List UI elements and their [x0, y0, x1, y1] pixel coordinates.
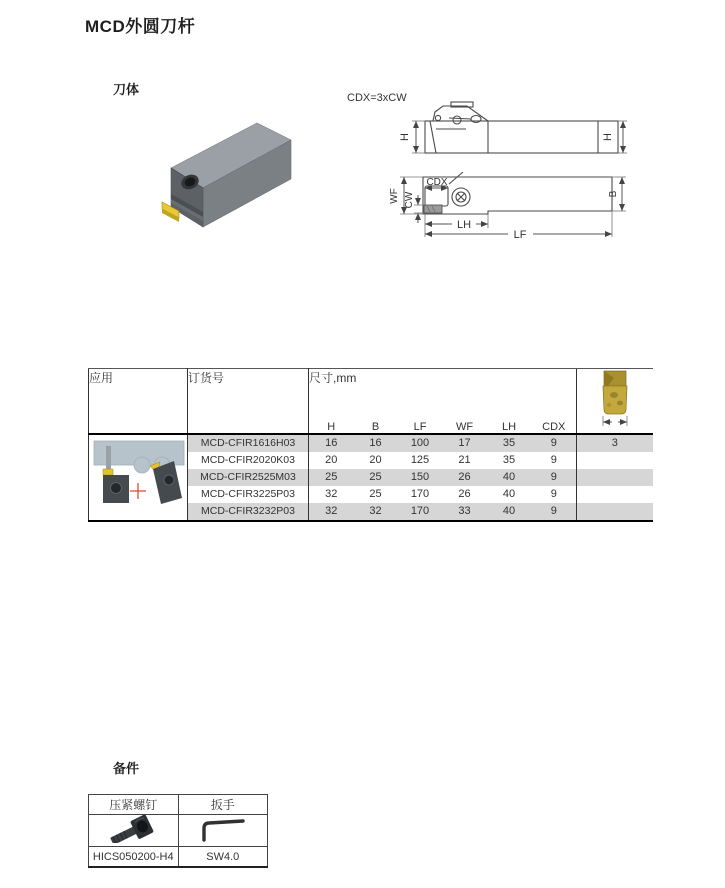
value-cw: [577, 503, 653, 521]
dim-lh: LH: [456, 219, 472, 231]
insert-photo: [593, 369, 637, 427]
col-header-h: H: [309, 409, 354, 434]
order-number: MCD-CFIR1616H03: [188, 434, 309, 452]
value-h: 25: [309, 469, 354, 486]
value-h: 32: [309, 503, 354, 521]
page-title: MCD外圆刀杆: [85, 17, 196, 36]
value-lf: 170: [398, 503, 443, 521]
col-header-wf: WF: [443, 409, 487, 434]
value-cw: [577, 486, 653, 503]
product-table: [88, 368, 653, 522]
value-cdx: 9: [532, 503, 577, 521]
dim-h-right: H: [602, 133, 614, 141]
value-b: 20: [369, 454, 382, 466]
order-number: MCD-CFIR3232P03: [188, 503, 309, 521]
value-wf: 17: [443, 434, 487, 452]
value-lf: 170: [410, 488, 430, 500]
screw-code: HICS050200-H4: [89, 847, 179, 868]
value-h: 32: [325, 488, 338, 500]
value-lh: 40: [487, 503, 532, 521]
wrench-image-cell: [178, 815, 268, 847]
col-header-order-no: 订货号: [188, 369, 309, 434]
value-cdx: 9: [532, 434, 577, 452]
value-wf: 26: [458, 488, 471, 500]
value-b: 25: [369, 488, 382, 500]
value-wf: 26: [443, 469, 487, 486]
dim-cdx: CDX: [426, 177, 448, 188]
spares-header-wrench: 扳手: [178, 795, 268, 815]
value-lf: 125: [410, 454, 430, 466]
section-label-toolbody: 刀体: [113, 82, 140, 97]
order-number: MCD-CFIR2525M03: [188, 469, 309, 486]
value-h: 16: [309, 434, 354, 452]
value-lh: 40: [487, 469, 532, 486]
dim-lf: LF: [513, 229, 527, 241]
col-header-dimensions: 尺寸,mm: [309, 369, 577, 409]
order-number: MCD-CFIR3225P03: [188, 486, 309, 503]
dim-h-left: H: [399, 133, 411, 141]
value-cw: [577, 452, 653, 469]
wrench-code: SW4.0: [178, 847, 268, 868]
screw-image-cell: [89, 815, 179, 847]
section-label-spares: 备件: [113, 761, 140, 776]
value-h: 20: [325, 454, 338, 466]
formula-label: CDX=3xCW: [347, 92, 407, 104]
col-header-b: B: [354, 409, 398, 434]
col-header-lf: LF: [398, 409, 443, 434]
value-wf: 21: [458, 454, 471, 466]
value-lf: 150: [398, 469, 443, 486]
application-diagram: [90, 438, 186, 514]
dimension-drawing: [345, 88, 645, 250]
value-b: 16: [354, 434, 398, 452]
value-cw: [577, 469, 653, 486]
order-number: MCD-CFIR2020K03: [188, 452, 309, 469]
value-b: 32: [354, 503, 398, 521]
hex-key-icon: [191, 815, 255, 843]
value-wf: 33: [443, 503, 487, 521]
value-cdx: 9: [550, 488, 557, 500]
col-header-cdx: CDX: [532, 409, 577, 434]
value-cdx: 9: [532, 469, 577, 486]
col-header-application: 应用: [89, 369, 188, 434]
value-cw: 3: [577, 434, 653, 452]
table-row: [89, 434, 653, 452]
clamp-screw-icon: [101, 815, 165, 843]
dim-b: B: [608, 190, 619, 198]
value-cdx: 9: [550, 454, 557, 466]
spares-table: [88, 794, 268, 868]
value-b: 25: [354, 469, 398, 486]
toolholder-3d-image: [145, 110, 305, 230]
value-lh: 35: [487, 434, 532, 452]
dim-wf: WF: [389, 188, 400, 204]
insert-photo-cell: [577, 369, 653, 434]
spares-header-screw: 压紧螺钉: [89, 795, 179, 815]
col-header-lh: LH: [487, 409, 532, 434]
application-image-cell: [89, 434, 188, 521]
dim-cw: CW: [404, 191, 415, 209]
value-lf: 100: [398, 434, 443, 452]
value-lh: 40: [502, 488, 516, 500]
crosshair-icon: [130, 483, 146, 499]
value-lh: 35: [502, 454, 516, 466]
